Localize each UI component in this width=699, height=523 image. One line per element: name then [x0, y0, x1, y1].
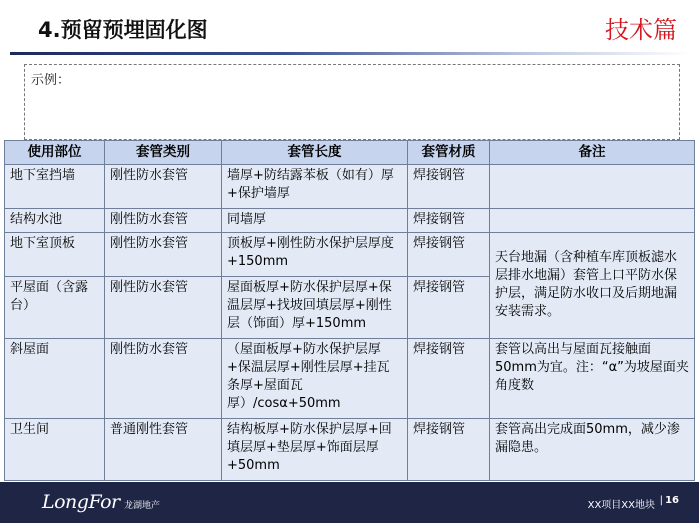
table-row: [5, 339, 695, 419]
sleeve-spec-table: [4, 140, 695, 481]
header-material: 套管材质: [408, 141, 490, 165]
cell-length: 顶板厚+刚性防水保护层厚度+150mm: [222, 233, 408, 277]
cell-location: 地下室顶板: [5, 233, 105, 277]
header-note: 备注: [490, 141, 695, 165]
cell-location: 结构水池: [5, 209, 105, 233]
cell-material: 焊接钢管: [408, 277, 490, 339]
footer-bar: [0, 482, 699, 523]
cell-note: 套管以高出与屋面瓦接触面50mm为宜。注：“α”为坡屋面夹角度数: [490, 339, 695, 419]
page-number: 16: [665, 495, 679, 506]
table-row: [5, 165, 695, 209]
cell-type: 刚性防水套管: [105, 339, 222, 419]
cell-material: 焊接钢管: [408, 339, 490, 419]
cell-note: [490, 209, 695, 233]
cell-type: 刚性防水套管: [105, 233, 222, 277]
header-type: 套管类别: [105, 141, 222, 165]
title-divider: [10, 52, 692, 55]
cell-location: 地下室挡墙: [5, 165, 105, 209]
footer-separator: |: [659, 495, 663, 506]
table-row: [5, 209, 695, 233]
cell-length: 屋面板厚+防水保护层厚+保温层厚+找坡回填层厚+刚性层（饰面）厚+150mm: [222, 277, 408, 339]
footer-project: XX项目XX地块: [587, 500, 655, 511]
cell-location: 卫生间: [5, 419, 105, 481]
header-length: 套管长度: [222, 141, 408, 165]
cell-length: 墙厚+防结露苯板（如有）厚+保护墙厚: [222, 165, 408, 209]
page-title: 4.预留预埋固化图: [38, 18, 208, 42]
table-row: [5, 233, 695, 277]
cell-type: 刚性防水套管: [105, 165, 222, 209]
cell-material: 焊接钢管: [408, 209, 490, 233]
cell-note: 套管高出完成面50mm，减少渗漏隐患。: [490, 419, 695, 481]
table-row: [5, 419, 695, 481]
cell-material: 焊接钢管: [408, 233, 490, 277]
section-tag: 技术篇: [605, 16, 677, 44]
company-logo: LongFor: [42, 491, 120, 513]
cell-note: [490, 165, 695, 209]
table-header-row: [5, 141, 695, 165]
cell-location: 斜屋面: [5, 339, 105, 419]
company-logo-cn: 龙湖地产: [124, 501, 161, 511]
cell-length: 同墙厚: [222, 209, 408, 233]
example-box: [24, 64, 680, 140]
cell-note: 天台地漏（含种植车库顶板滤水层排水地漏）套管上口平防水保护层，满足防水收口及后期地漏安装需求。: [490, 233, 695, 339]
cell-type: 普通刚性套管: [105, 419, 222, 481]
header-location: 使用部位: [5, 141, 105, 165]
cell-type: 刚性防水套管: [105, 209, 222, 233]
cell-type: 刚性防水套管: [105, 277, 222, 339]
cell-length: （屋面板厚+防水保护层厚+保温层厚+刚性层厚+挂瓦条厚+屋面瓦厚）/cosα+50mm: [222, 339, 408, 419]
cell-material: 焊接钢管: [408, 419, 490, 481]
example-label: 示例：: [31, 73, 71, 88]
cell-length: 结构板厚+防水保护层厚+回填层厚+垫层厚+饰面层厚+50mm: [222, 419, 408, 481]
cell-location: 平屋面（含露台）: [5, 277, 105, 339]
cell-material: 焊接钢管: [408, 165, 490, 209]
